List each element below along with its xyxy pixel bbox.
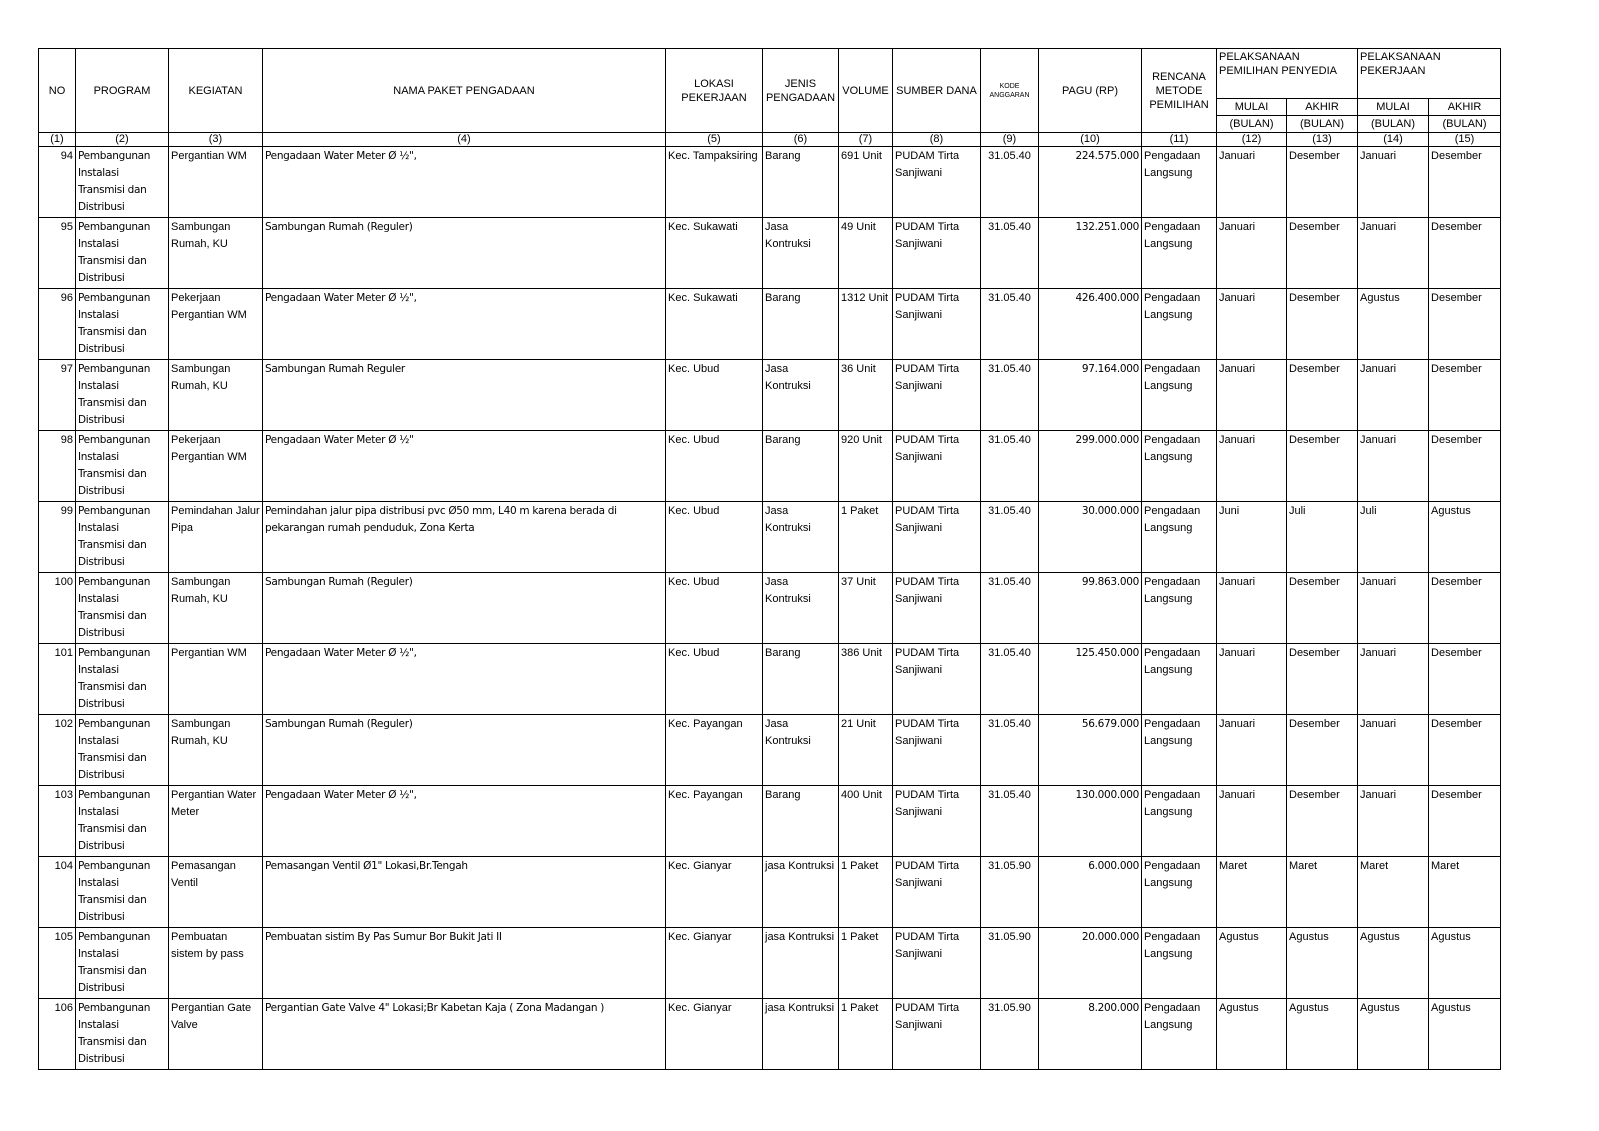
table-row xyxy=(39,644,1501,715)
header-pk-akhir: AKHIR xyxy=(1429,99,1501,116)
cell-sumber-dana: PUDAM Tirta Sanjiwani xyxy=(893,786,981,857)
table-row xyxy=(39,360,1501,431)
cell-sumber-dana: PUDAM Tirta Sanjiwani xyxy=(893,431,981,502)
cell-volume: 21 Unit xyxy=(839,715,893,786)
cell-jenis: Barang xyxy=(763,786,839,857)
cell-jenis: jasa Kontruksi xyxy=(763,999,839,1070)
cell-pemilihan-mulai: Januari xyxy=(1217,218,1287,289)
cell-pemilihan-mulai: Januari xyxy=(1217,573,1287,644)
cell-metode: Pengadaan Langsung xyxy=(1142,857,1217,928)
cell-pemilihan-akhir: Desember xyxy=(1287,573,1358,644)
table-body xyxy=(39,147,1501,1070)
cell-metode: Pengadaan Langsung xyxy=(1142,502,1217,573)
cell-pekerjaan-mulai: Januari xyxy=(1358,147,1429,218)
cell-nama-paket: Pengadaan Water Meter Ø ½", xyxy=(263,786,666,857)
cell-pemilihan-mulai: Januari xyxy=(1217,289,1287,360)
cell-program: Pembangunan Instalasi Transmisi dan Distribusi xyxy=(76,431,169,502)
cell-jenis: Barang xyxy=(763,431,839,502)
cell-pekerjaan-mulai: Januari xyxy=(1358,573,1429,644)
cell-pemilihan-akhir: Desember xyxy=(1287,360,1358,431)
cell-kegiatan: Pemasangan Ventil xyxy=(169,857,263,928)
cell-no: 104 xyxy=(39,857,76,928)
cell-nama-paket: Sambungan Rumah (Reguler) xyxy=(263,218,666,289)
cell-nama-paket: Pemasangan Ventil Ø1" Lokasi,Br.Tengah xyxy=(263,857,666,928)
cell-volume: 386 Unit xyxy=(839,644,893,715)
cell-pekerjaan-akhir: Desember xyxy=(1429,644,1501,715)
header-bulan: (BULAN) xyxy=(1217,116,1287,133)
column-number: (7) xyxy=(839,133,893,147)
table-row xyxy=(39,928,1501,999)
cell-kegiatan: Pergantian Water Meter xyxy=(169,786,263,857)
cell-metode: Pengadaan Langsung xyxy=(1142,644,1217,715)
cell-pagu: 56.679.000 xyxy=(1039,715,1142,786)
cell-pemilihan-akhir: Agustus xyxy=(1287,928,1358,999)
cell-no: 103 xyxy=(39,786,76,857)
cell-pagu: 132.251.000 xyxy=(1039,218,1142,289)
cell-sumber-dana: PUDAM Tirta Sanjiwani xyxy=(893,218,981,289)
header-kode-anggaran: KODE ANGGARAN xyxy=(981,49,1039,133)
header-volume: VOLUME xyxy=(839,49,893,133)
cell-metode: Pengadaan Langsung xyxy=(1142,786,1217,857)
cell-program: Pembangunan Instalasi Transmisi dan Distribusi xyxy=(76,502,169,573)
cell-metode: Pengadaan Langsung xyxy=(1142,289,1217,360)
cell-pekerjaan-akhir: Desember xyxy=(1429,218,1501,289)
cell-program: Pembangunan Instalasi Transmisi dan Distribusi xyxy=(76,857,169,928)
cell-jenis: Barang xyxy=(763,147,839,218)
cell-no: 101 xyxy=(39,644,76,715)
cell-pagu: 130.000.000 xyxy=(1039,786,1142,857)
cell-kode-anggaran: 31.05.40 xyxy=(981,502,1039,573)
cell-volume: 1 Paket xyxy=(839,999,893,1070)
cell-no: 95 xyxy=(39,218,76,289)
cell-program: Pembangunan Instalasi Transmisi dan Distribusi xyxy=(76,999,169,1070)
procurement-table xyxy=(38,48,1501,1070)
cell-jenis: Barang xyxy=(763,644,839,715)
column-number: (11) xyxy=(1142,133,1217,147)
cell-metode: Pengadaan Langsung xyxy=(1142,715,1217,786)
cell-kegiatan: Pergantian Gate Valve xyxy=(169,999,263,1070)
cell-pekerjaan-mulai: Januari xyxy=(1358,644,1429,715)
cell-metode: Pengadaan Langsung xyxy=(1142,999,1217,1070)
cell-volume: 400 Unit xyxy=(839,786,893,857)
cell-pagu: 224.575.000 xyxy=(1039,147,1142,218)
cell-kegiatan: Pergantian WM xyxy=(169,644,263,715)
cell-sumber-dana: PUDAM Tirta Sanjiwani xyxy=(893,289,981,360)
header-nama-paket: NAMA PAKET PENGADAAN xyxy=(263,49,666,133)
cell-pekerjaan-mulai: Agustus xyxy=(1358,928,1429,999)
cell-pekerjaan-mulai: Januari xyxy=(1358,431,1429,502)
cell-nama-paket: Pengadaan Water Meter Ø ½", xyxy=(263,644,666,715)
cell-nama-paket: Pergantian Gate Valve 4" Lokasi;Br Kabetan Kaja ( Zona Madangan ) xyxy=(263,999,666,1070)
column-number: (3) xyxy=(169,133,263,147)
cell-pemilihan-mulai: Agustus xyxy=(1217,999,1287,1070)
cell-sumber-dana: PUDAM Tirta Sanjiwani xyxy=(893,857,981,928)
cell-pemilihan-akhir: Desember xyxy=(1287,644,1358,715)
cell-pemilihan-mulai: Januari xyxy=(1217,360,1287,431)
cell-lokasi: Kec. Ubud xyxy=(666,644,763,715)
cell-pekerjaan-mulai: Juli xyxy=(1358,502,1429,573)
cell-no: 94 xyxy=(39,147,76,218)
cell-metode: Pengadaan Langsung xyxy=(1142,218,1217,289)
cell-lokasi: Kec. Tampaksiring xyxy=(666,147,763,218)
cell-no: 97 xyxy=(39,360,76,431)
cell-pagu: 20.000.000 xyxy=(1039,928,1142,999)
cell-jenis: Jasa Kontruksi xyxy=(763,360,839,431)
cell-pekerjaan-mulai: Januari xyxy=(1358,218,1429,289)
cell-pagu: 8.200.000 xyxy=(1039,999,1142,1070)
table-row xyxy=(39,999,1501,1070)
table-row xyxy=(39,218,1501,289)
table-row xyxy=(39,857,1501,928)
cell-no: 102 xyxy=(39,715,76,786)
cell-lokasi: Kec. Ubud xyxy=(666,360,763,431)
cell-kegiatan: Pergantian WM xyxy=(169,147,263,218)
cell-pagu: 6.000.000 xyxy=(1039,857,1142,928)
cell-pekerjaan-mulai: Maret xyxy=(1358,857,1429,928)
header-pp-mulai: MULAI xyxy=(1217,99,1287,116)
cell-jenis: Jasa Kontruksi xyxy=(763,573,839,644)
cell-pagu: 97.164.000 xyxy=(1039,360,1142,431)
cell-pemilihan-mulai: Januari xyxy=(1217,147,1287,218)
cell-nama-paket: Pemindahan jalur pipa distribusi pvc Ø50 mm, L40 m karena berada di pekarangan rumah penduduk, Zona Kerta xyxy=(263,502,666,573)
cell-sumber-dana: PUDAM Tirta Sanjiwani xyxy=(893,928,981,999)
cell-pekerjaan-akhir: Desember xyxy=(1429,573,1501,644)
header-kegiatan: KEGIATAN xyxy=(169,49,263,133)
cell-kode-anggaran: 31.05.40 xyxy=(981,360,1039,431)
cell-kegiatan: Pembuatan sistem by pass xyxy=(169,928,263,999)
cell-pemilihan-akhir: Desember xyxy=(1287,786,1358,857)
cell-kode-anggaran: 31.05.40 xyxy=(981,573,1039,644)
cell-program: Pembangunan Instalasi Transmisi dan Distribusi xyxy=(76,928,169,999)
table-row xyxy=(39,573,1501,644)
cell-sumber-dana: PUDAM Tirta Sanjiwani xyxy=(893,715,981,786)
cell-pagu: 99.863.000 xyxy=(1039,573,1142,644)
cell-program: Pembangunan Instalasi Transmisi dan Distribusi xyxy=(76,289,169,360)
cell-lokasi: Kec. Ubud xyxy=(666,431,763,502)
header-pagu: PAGU (RP) xyxy=(1039,49,1142,133)
cell-volume: 37 Unit xyxy=(839,573,893,644)
cell-pemilihan-akhir: Desember xyxy=(1287,289,1358,360)
cell-pemilihan-akhir: Desember xyxy=(1287,715,1358,786)
cell-volume: 1 Paket xyxy=(839,502,893,573)
cell-nama-paket: Pengadaan Water Meter Ø ½" xyxy=(263,431,666,502)
cell-pemilihan-akhir: Desember xyxy=(1287,431,1358,502)
cell-nama-paket: Sambungan Rumah (Reguler) xyxy=(263,573,666,644)
cell-metode: Pengadaan Langsung xyxy=(1142,431,1217,502)
cell-sumber-dana: PUDAM Tirta Sanjiwani xyxy=(893,573,981,644)
table-row xyxy=(39,147,1501,218)
table-row xyxy=(39,502,1501,573)
cell-pekerjaan-akhir: Agustus xyxy=(1429,502,1501,573)
cell-pemilihan-mulai: Maret xyxy=(1217,857,1287,928)
cell-no: 98 xyxy=(39,431,76,502)
cell-pemilihan-mulai: Agustus xyxy=(1217,928,1287,999)
cell-pekerjaan-akhir: Desember xyxy=(1429,431,1501,502)
cell-sumber-dana: PUDAM Tirta Sanjiwani xyxy=(893,644,981,715)
cell-pekerjaan-akhir: Desember xyxy=(1429,360,1501,431)
cell-program: Pembangunan Instalasi Transmisi dan Distribusi xyxy=(76,644,169,715)
cell-pekerjaan-akhir: Desember xyxy=(1429,147,1501,218)
cell-pekerjaan-akhir: Agustus xyxy=(1429,928,1501,999)
cell-no: 105 xyxy=(39,928,76,999)
cell-kode-anggaran: 31.05.90 xyxy=(981,928,1039,999)
cell-kode-anggaran: 31.05.40 xyxy=(981,431,1039,502)
cell-lokasi: Kec. Gianyar xyxy=(666,999,763,1070)
table-row xyxy=(39,786,1501,857)
column-number: (14) xyxy=(1358,133,1429,147)
cell-nama-paket: Pengadaan Water Meter Ø ½", xyxy=(263,289,666,360)
header-pemilihan-penyedia: PELAKSANAAN PEMILIHAN PENYEDIA xyxy=(1217,49,1358,99)
cell-lokasi: Kec. Sukawati xyxy=(666,289,763,360)
cell-volume: 49 Unit xyxy=(839,218,893,289)
cell-program: Pembangunan Instalasi Transmisi dan Distribusi xyxy=(76,147,169,218)
header-bulan: (BULAN) xyxy=(1429,116,1501,133)
cell-pemilihan-akhir: Desember xyxy=(1287,147,1358,218)
cell-kegiatan: Pekerjaan Pergantian WM xyxy=(169,431,263,502)
cell-nama-paket: Sambungan Rumah Reguler xyxy=(263,360,666,431)
cell-program: Pembangunan Instalasi Transmisi dan Distribusi xyxy=(76,786,169,857)
cell-program: Pembangunan Instalasi Transmisi dan Distribusi xyxy=(76,360,169,431)
cell-lokasi: Kec. Payangan xyxy=(666,786,763,857)
cell-volume: 920 Unit xyxy=(839,431,893,502)
cell-kegiatan: Sambungan Rumah, KU xyxy=(169,360,263,431)
header-pk-mulai: MULAI xyxy=(1358,99,1429,116)
cell-kode-anggaran: 31.05.40 xyxy=(981,644,1039,715)
cell-kegiatan: Sambungan Rumah, KU xyxy=(169,715,263,786)
cell-lokasi: Kec. Payangan xyxy=(666,715,763,786)
cell-jenis: Jasa Kontruksi xyxy=(763,218,839,289)
cell-jenis: jasa Kontruksi xyxy=(763,857,839,928)
header-pp-akhir: AKHIR xyxy=(1287,99,1358,116)
cell-no: 100 xyxy=(39,573,76,644)
column-number: (5) xyxy=(666,133,763,147)
cell-lokasi: Kec. Ubud xyxy=(666,502,763,573)
cell-pagu: 426.400.000 xyxy=(1039,289,1142,360)
cell-pagu: 125.450.000 xyxy=(1039,644,1142,715)
cell-kegiatan: Sambungan Rumah, KU xyxy=(169,218,263,289)
cell-volume: 1 Paket xyxy=(839,857,893,928)
cell-pagu: 30.000.000 xyxy=(1039,502,1142,573)
cell-pagu: 299.000.000 xyxy=(1039,431,1142,502)
cell-nama-paket: Sambungan Rumah (Reguler) xyxy=(263,715,666,786)
cell-kegiatan: Pekerjaan Pergantian WM xyxy=(169,289,263,360)
header-bulan: (BULAN) xyxy=(1358,116,1429,133)
cell-program: Pembangunan Instalasi Transmisi dan Distribusi xyxy=(76,573,169,644)
cell-pekerjaan-mulai: Januari xyxy=(1358,715,1429,786)
cell-pemilihan-mulai: Januari xyxy=(1217,644,1287,715)
cell-pekerjaan-mulai: Januari xyxy=(1358,360,1429,431)
header-sumber-dana: SUMBER DANA xyxy=(893,49,981,133)
table-row xyxy=(39,431,1501,502)
column-number: (8) xyxy=(893,133,981,147)
cell-sumber-dana: PUDAM Tirta Sanjiwani xyxy=(893,147,981,218)
cell-no: 99 xyxy=(39,502,76,573)
cell-jenis: Barang xyxy=(763,289,839,360)
header-bulan: (BULAN) xyxy=(1287,116,1358,133)
cell-pekerjaan-mulai: Agustus xyxy=(1358,999,1429,1070)
column-number-row xyxy=(39,133,1501,147)
table-header xyxy=(39,49,1501,147)
cell-program: Pembangunan Instalasi Transmisi dan Distribusi xyxy=(76,218,169,289)
column-number: (10) xyxy=(1039,133,1142,147)
cell-kegiatan: Sambungan Rumah, KU xyxy=(169,573,263,644)
table-row xyxy=(39,289,1501,360)
cell-lokasi: Kec. Gianyar xyxy=(666,857,763,928)
cell-jenis: Jasa Kontruksi xyxy=(763,715,839,786)
cell-no: 106 xyxy=(39,999,76,1070)
cell-kode-anggaran: 31.05.40 xyxy=(981,786,1039,857)
column-number: (12) xyxy=(1217,133,1287,147)
cell-kode-anggaran: 31.05.40 xyxy=(981,289,1039,360)
header-no: NO xyxy=(39,49,76,133)
cell-pekerjaan-akhir: Agustus xyxy=(1429,999,1501,1070)
cell-pemilihan-akhir: Maret xyxy=(1287,857,1358,928)
cell-pemilihan-akhir: Agustus xyxy=(1287,999,1358,1070)
cell-pemilihan-akhir: Juli xyxy=(1287,502,1358,573)
header-pelaksanaan-pekerjaan: PELAKSANAAN PEKERJAAN xyxy=(1358,49,1501,99)
cell-kode-anggaran: 31.05.90 xyxy=(981,857,1039,928)
cell-lokasi: Kec. Ubud xyxy=(666,573,763,644)
cell-pekerjaan-mulai: Januari xyxy=(1358,786,1429,857)
header-jenis: JENIS PENGADAAN xyxy=(763,49,839,133)
cell-kode-anggaran: 31.05.40 xyxy=(981,218,1039,289)
cell-pemilihan-mulai: Januari xyxy=(1217,431,1287,502)
cell-pekerjaan-akhir: Maret xyxy=(1429,857,1501,928)
header-program: PROGRAM xyxy=(76,49,169,133)
cell-lokasi: Kec. Sukawati xyxy=(666,218,763,289)
cell-kegiatan: Pemindahan Jalur Pipa xyxy=(169,502,263,573)
cell-sumber-dana: PUDAM Tirta Sanjiwani xyxy=(893,502,981,573)
column-number: (6) xyxy=(763,133,839,147)
column-number: (13) xyxy=(1287,133,1358,147)
cell-pekerjaan-akhir: Desember xyxy=(1429,289,1501,360)
cell-kode-anggaran: 31.05.40 xyxy=(981,715,1039,786)
cell-program: Pembangunan Instalasi Transmisi dan Distribusi xyxy=(76,715,169,786)
header-rencana-metode: RENCANA METODE PEMILIHAN xyxy=(1142,49,1217,133)
cell-kode-anggaran: 31.05.90 xyxy=(981,999,1039,1070)
cell-metode: Pengadaan Langsung xyxy=(1142,928,1217,999)
cell-metode: Pengadaan Langsung xyxy=(1142,147,1217,218)
cell-nama-paket: Pembuatan sistim By Pas Sumur Bor Bukit Jati II xyxy=(263,928,666,999)
cell-pekerjaan-akhir: Desember xyxy=(1429,715,1501,786)
column-number: (1) xyxy=(39,133,76,147)
cell-nama-paket: Pengadaan Water Meter Ø ½", xyxy=(263,147,666,218)
cell-lokasi: Kec. Gianyar xyxy=(666,928,763,999)
cell-volume: 1 Paket xyxy=(839,928,893,999)
column-number: (15) xyxy=(1429,133,1501,147)
cell-pekerjaan-akhir: Desember xyxy=(1429,786,1501,857)
cell-pekerjaan-mulai: Agustus xyxy=(1358,289,1429,360)
cell-no: 96 xyxy=(39,289,76,360)
cell-pemilihan-mulai: Januari xyxy=(1217,786,1287,857)
column-number: (9) xyxy=(981,133,1039,147)
column-number: (2) xyxy=(76,133,169,147)
cell-jenis: Jasa Kontruksi xyxy=(763,502,839,573)
cell-sumber-dana: PUDAM Tirta Sanjiwani xyxy=(893,999,981,1070)
cell-pemilihan-akhir: Desember xyxy=(1287,218,1358,289)
cell-volume: 36 Unit xyxy=(839,360,893,431)
cell-volume: 691 Unit xyxy=(839,147,893,218)
cell-metode: Pengadaan Langsung xyxy=(1142,573,1217,644)
cell-kode-anggaran: 31.05.40 xyxy=(981,147,1039,218)
cell-sumber-dana: PUDAM Tirta Sanjiwani xyxy=(893,360,981,431)
table-row xyxy=(39,715,1501,786)
cell-pemilihan-mulai: Januari xyxy=(1217,715,1287,786)
cell-pemilihan-mulai: Juni xyxy=(1217,502,1287,573)
header-lokasi: LOKASI PEKERJAAN xyxy=(666,49,763,133)
cell-jenis: jasa Kontruksi xyxy=(763,928,839,999)
cell-volume: 1312 Unit xyxy=(839,289,893,360)
cell-metode: Pengadaan Langsung xyxy=(1142,360,1217,431)
column-number: (4) xyxy=(263,133,666,147)
